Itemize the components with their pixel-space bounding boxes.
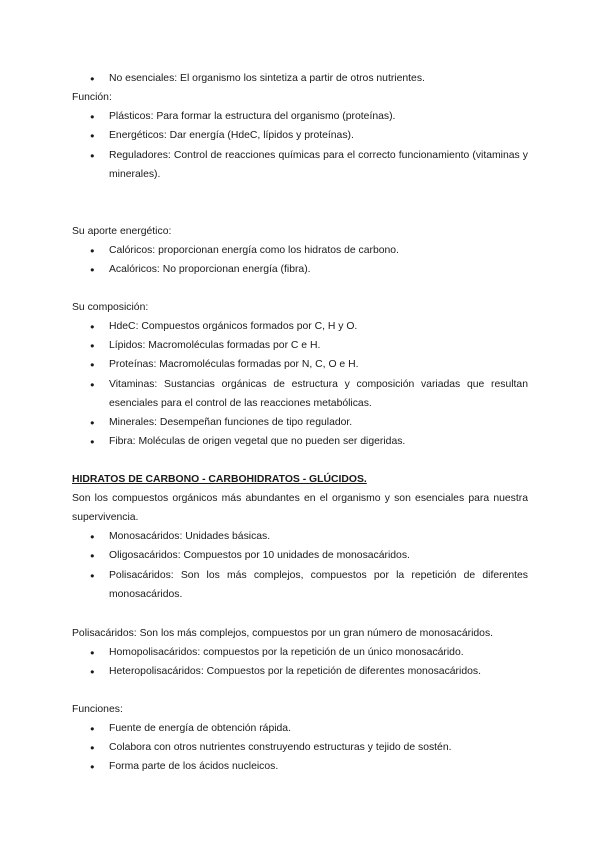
section-heading: HIDRATOS DE CARBONO - CARBOHIDRATOS - GLÚCIDOS. bbox=[72, 474, 367, 485]
list-item: ● Acalóricos: No proporcionan energía (fibra). bbox=[109, 260, 528, 279]
list-item: ● Calóricos: proporcionan energía como los hidratos de carbono. bbox=[109, 241, 528, 260]
list-item: ● Fuente de energía de obtención rápida. bbox=[109, 719, 528, 738]
list-item: ● Polisacáridos: Son los más complejos, compuestos por la repetición de diferentes monosacáridos. bbox=[109, 566, 528, 604]
list-item: ● Oligosacáridos: Compuestos por 10 unidades de monosacáridos. bbox=[109, 546, 528, 565]
list-item: ● HdeC: Compuestos orgánicos formados por C, H y O. bbox=[109, 317, 528, 336]
list-item: ● Homopolisacáridos: compuestos por la repetición de un único monosacárido. bbox=[109, 643, 528, 662]
list-item: ● Lípidos: Macromoléculas formadas por C e H. bbox=[109, 336, 528, 355]
aporte-label: Su aporte energético: bbox=[72, 226, 172, 237]
polisacaridos-label: Polisacáridos: Son los más complejos, compuestos por un gran número de monosacáridos. bbox=[72, 628, 494, 639]
list-item: ● Monosacáridos: Unidades básicas. bbox=[109, 527, 528, 546]
funcion-label: Función: bbox=[72, 92, 112, 103]
list-item: ● Forma parte de los ácidos nucleicos. bbox=[109, 757, 528, 776]
list-item: ● Reguladores: Control de reacciones químicas para el correcto funcionamiento (vitaminas y minerales). bbox=[109, 146, 528, 184]
list-item: ● Plásticos: Para formar la estructura del organismo (proteínas). bbox=[109, 107, 528, 126]
list-item: ● No esenciales: El organismo los sintetiza a partir de otros nutrientes. bbox=[109, 69, 528, 88]
funciones-label: Funciones: bbox=[72, 704, 123, 715]
list-item: ● Heteropolisacáridos: Compuestos por la repetición de diferentes monosacáridos. bbox=[109, 662, 528, 681]
list-item: ● Vitaminas: Sustancias orgánicas de estructura y composición variadas que resultan esenciales para el control de las reacciones metabólicas. bbox=[109, 375, 528, 413]
composicion-label: Su composición: bbox=[72, 302, 149, 313]
list-item: ● Proteínas: Macromoléculas formadas por N, C, O e H. bbox=[109, 355, 528, 374]
list-item: ● Minerales: Desempeñan funciones de tipo regulador. bbox=[109, 413, 528, 432]
hidratos-intro: Son los compuestos orgánicos más abundantes en el organismo y son esenciales para nuestra supervivencia. bbox=[72, 493, 528, 523]
list-item: ● Energéticos: Dar energía (HdeC, lípidos y proteínas). bbox=[109, 126, 528, 145]
list-item: ● Colabora con otros nutrientes construyendo estructuras y tejido de sostén. bbox=[109, 738, 528, 757]
list-item: ● Fibra: Moléculas de origen vegetal que no pueden ser digeridas. bbox=[109, 432, 528, 451]
